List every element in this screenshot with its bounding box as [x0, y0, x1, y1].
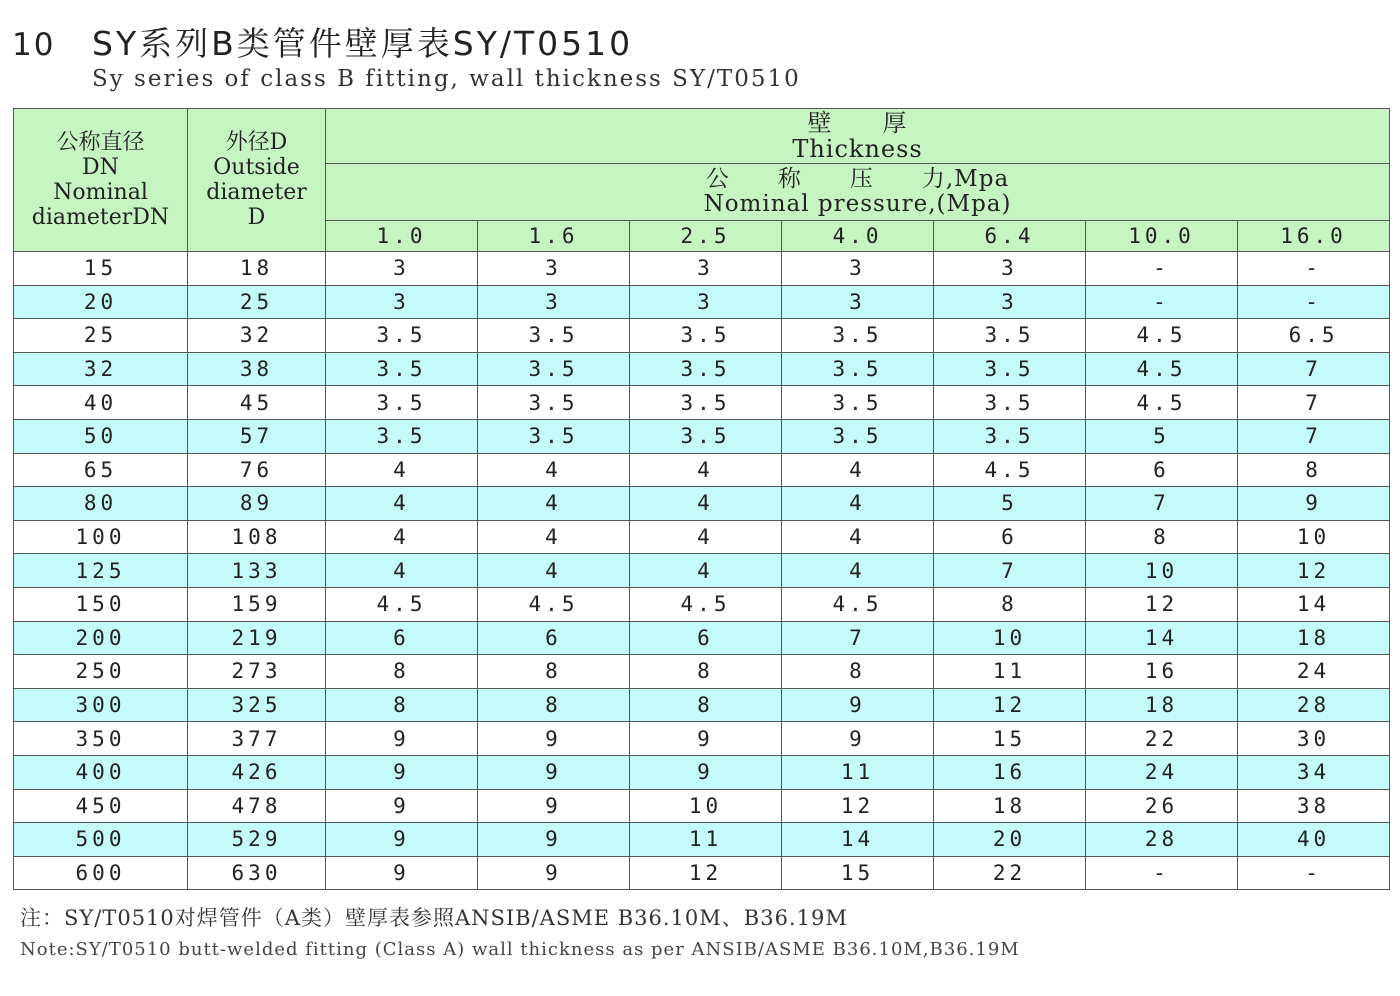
cell-od: 32 — [188, 319, 326, 353]
header-od-l1: Outside — [213, 155, 300, 180]
cell-thk-4-0: 14 — [782, 823, 934, 857]
cell-dn: 20 — [14, 285, 188, 319]
cell-thk-4-0: 3.5 — [782, 352, 934, 386]
cell-od: 325 — [188, 688, 326, 722]
cell-thk-1-6: 9 — [478, 823, 630, 857]
cell-thk-1-6: 3.5 — [478, 319, 630, 353]
header-nominal-diameter — [14, 109, 188, 252]
cell-od: 25 — [188, 285, 326, 319]
cell-thk-16-0: 6.5 — [1238, 319, 1390, 353]
cell-thk-10-0: - — [1086, 285, 1238, 319]
cell-thk-6-4: 3.5 — [934, 386, 1086, 420]
cell-thk-4-0: 4 — [782, 554, 934, 588]
cell-thk-16-0: 9 — [1238, 487, 1390, 521]
cell-dn: 25 — [14, 319, 188, 353]
cell-thk-10-0: 14 — [1086, 621, 1238, 655]
cell-dn: 350 — [14, 722, 188, 756]
cell-thk-2-5: 8 — [630, 655, 782, 689]
cell-thk-1-6: 9 — [478, 722, 630, 756]
table-header — [14, 109, 1390, 252]
pressure-class: 16.0 — [1238, 221, 1390, 252]
table-row — [14, 755, 1390, 789]
cell-od: 377 — [188, 722, 326, 756]
cell-thk-16-0: 34 — [1238, 755, 1390, 789]
cell-thk-2-5: 4 — [630, 453, 782, 487]
header-pressure-en: Nominal pressure,(Mpa) — [703, 191, 1012, 217]
cell-thk-2-5: 4 — [630, 554, 782, 588]
cell-thk-10-0: 28 — [1086, 823, 1238, 857]
cell-thk-4-0: 4 — [782, 453, 934, 487]
cell-thk-2-5: 3.5 — [630, 319, 782, 353]
cell-dn: 32 — [14, 352, 188, 386]
title-row — [12, 18, 633, 62]
cell-thk-4-0: 4.5 — [782, 587, 934, 621]
cell-thk-1-0: 4 — [326, 520, 478, 554]
cell-thk-10-0: 24 — [1086, 755, 1238, 789]
cell-thk-10-0: 7 — [1086, 487, 1238, 521]
cell-thk-10-0: 18 — [1086, 688, 1238, 722]
cell-thk-1-0: 4 — [326, 554, 478, 588]
cell-thk-10-0: 8 — [1086, 520, 1238, 554]
cell-thk-4-0: 3.5 — [782, 419, 934, 453]
note-english: Note:SY/T0510 butt-welded fitting (Class A) wall thickness as per ANSIB/ASME B36.10M,B36.19M — [20, 939, 1020, 960]
cell-thk-6-4: 18 — [934, 789, 1086, 823]
cell-thk-1-0: 9 — [326, 789, 478, 823]
table-row — [14, 554, 1390, 588]
cell-thk-16-0: 10 — [1238, 520, 1390, 554]
cell-dn: 65 — [14, 453, 188, 487]
header-od-cn: 外径D — [225, 130, 288, 155]
cell-dn: 40 — [14, 386, 188, 420]
cell-thk-6-4: 8 — [934, 587, 1086, 621]
header-od-l2: diameter — [206, 180, 307, 205]
cell-od: 57 — [188, 419, 326, 453]
cell-thk-6-4: 22 — [934, 856, 1086, 890]
cell-thk-2-5: 8 — [630, 688, 782, 722]
cell-od: 38 — [188, 352, 326, 386]
header-thickness-en: Thickness — [792, 135, 923, 163]
cell-od: 478 — [188, 789, 326, 823]
cell-thk-10-0: 4.5 — [1086, 319, 1238, 353]
cell-od: 159 — [188, 587, 326, 621]
cell-thk-1-0: 3 — [326, 252, 478, 286]
cell-thk-16-0: 12 — [1238, 554, 1390, 588]
cell-dn: 150 — [14, 587, 188, 621]
cell-thk-16-0: - — [1238, 285, 1390, 319]
cell-thk-4-0: 12 — [782, 789, 934, 823]
cell-thk-10-0: - — [1086, 252, 1238, 286]
cell-dn: 125 — [14, 554, 188, 588]
cell-od: 273 — [188, 655, 326, 689]
cell-thk-6-4: 11 — [934, 655, 1086, 689]
cell-od: 133 — [188, 554, 326, 588]
cell-thk-6-4: 20 — [934, 823, 1086, 857]
cell-thk-1-6: 4.5 — [478, 587, 630, 621]
cell-thk-1-6: 4 — [478, 487, 630, 521]
cell-thk-6-4: 4.5 — [934, 453, 1086, 487]
cell-thk-6-4: 16 — [934, 755, 1086, 789]
cell-thk-1-0: 3.5 — [326, 319, 478, 353]
cell-thk-16-0: 18 — [1238, 621, 1390, 655]
cell-thk-16-0: 14 — [1238, 587, 1390, 621]
cell-od: 108 — [188, 520, 326, 554]
pressure-class: 10.0 — [1086, 221, 1238, 252]
cell-thk-1-0: 3 — [326, 285, 478, 319]
cell-dn: 500 — [14, 823, 188, 857]
cell-thk-2-5: 3.5 — [630, 386, 782, 420]
cell-od: 76 — [188, 453, 326, 487]
cell-thk-2-5: 4 — [630, 520, 782, 554]
cell-thk-1-6: 4 — [478, 453, 630, 487]
wall-thickness-table — [13, 108, 1390, 890]
cell-thk-10-0: 4.5 — [1086, 386, 1238, 420]
cell-od: 426 — [188, 755, 326, 789]
cell-thk-10-0: 26 — [1086, 789, 1238, 823]
table-row — [14, 722, 1390, 756]
cell-dn: 80 — [14, 487, 188, 521]
cell-thk-4-0: 8 — [782, 655, 934, 689]
table-row — [14, 823, 1390, 857]
cell-dn: 50 — [14, 419, 188, 453]
cell-thk-1-6: 3 — [478, 252, 630, 286]
cell-dn: 450 — [14, 789, 188, 823]
cell-od: 529 — [188, 823, 326, 857]
cell-dn: 250 — [14, 655, 188, 689]
header-od-l3: D — [247, 205, 266, 230]
cell-thk-2-5: 10 — [630, 789, 782, 823]
table-row — [14, 386, 1390, 420]
cell-thk-1-0: 4.5 — [326, 587, 478, 621]
table-row — [14, 688, 1390, 722]
cell-thk-1-0: 9 — [326, 856, 478, 890]
cell-thk-1-6: 9 — [478, 789, 630, 823]
cell-od: 630 — [188, 856, 326, 890]
cell-thk-6-4: 5 — [934, 487, 1086, 521]
cell-thk-1-0: 8 — [326, 655, 478, 689]
cell-thk-10-0: 22 — [1086, 722, 1238, 756]
pressure-class: 1.0 — [326, 221, 478, 252]
cell-dn: 100 — [14, 520, 188, 554]
table-row — [14, 285, 1390, 319]
table-row — [14, 655, 1390, 689]
cell-thk-6-4: 3.5 — [934, 352, 1086, 386]
table-row — [14, 789, 1390, 823]
cell-thk-6-4: 3 — [934, 252, 1086, 286]
cell-thk-4-0: 3.5 — [782, 386, 934, 420]
cell-thk-1-0: 3.5 — [326, 352, 478, 386]
table-row — [14, 252, 1390, 286]
cell-thk-4-0: 15 — [782, 856, 934, 890]
cell-thk-2-5: 9 — [630, 722, 782, 756]
cell-thk-1-6: 8 — [478, 688, 630, 722]
cell-thk-10-0: 10 — [1086, 554, 1238, 588]
cell-thk-4-0: 4 — [782, 520, 934, 554]
section-number: 10 — [12, 27, 56, 63]
table-row — [14, 587, 1390, 621]
cell-thk-1-6: 4 — [478, 520, 630, 554]
header-dn-l1: DN — [82, 155, 119, 180]
table-row — [14, 621, 1390, 655]
cell-thk-10-0: 6 — [1086, 453, 1238, 487]
cell-thk-1-6: 3.5 — [478, 419, 630, 453]
table-row — [14, 419, 1390, 453]
cell-thk-4-0: 3 — [782, 285, 934, 319]
cell-thk-16-0: - — [1238, 252, 1390, 286]
cell-dn: 600 — [14, 856, 188, 890]
cell-dn: 400 — [14, 755, 188, 789]
cell-od: 45 — [188, 386, 326, 420]
cell-thk-2-5: 3 — [630, 285, 782, 319]
note-chinese: 注：SY/T0510对焊管件（A类）壁厚表参照ANSIB/ASME B36.10M、B36.19M — [20, 906, 848, 930]
cell-dn: 200 — [14, 621, 188, 655]
cell-thk-2-5: 3.5 — [630, 352, 782, 386]
cell-thk-6-4: 3.5 — [934, 319, 1086, 353]
header-dn-l2: Nominal — [53, 180, 148, 205]
page-title: SY系列B类管件壁厚表SY/T0510 — [92, 24, 634, 63]
cell-dn: 300 — [14, 688, 188, 722]
cell-thk-1-0: 8 — [326, 688, 478, 722]
cell-thk-1-0: 4 — [326, 453, 478, 487]
header-thickness — [326, 109, 1390, 164]
pressure-class: 1.6 — [478, 221, 630, 252]
cell-thk-1-6: 3 — [478, 285, 630, 319]
cell-od: 18 — [188, 252, 326, 286]
cell-thk-6-4: 7 — [934, 554, 1086, 588]
pressure-class: 4.0 — [782, 221, 934, 252]
table-body — [14, 252, 1390, 890]
cell-thk-16-0: 38 — [1238, 789, 1390, 823]
cell-od: 89 — [188, 487, 326, 521]
cell-thk-1-6: 3.5 — [478, 386, 630, 420]
cell-thk-2-5: 3.5 — [630, 419, 782, 453]
cell-thk-10-0: 12 — [1086, 587, 1238, 621]
header-dn-cn: 公称直径 — [56, 130, 145, 155]
cell-thk-1-0: 9 — [326, 755, 478, 789]
cell-thk-16-0: 30 — [1238, 722, 1390, 756]
cell-thk-16-0: 7 — [1238, 386, 1390, 420]
cell-thk-16-0: 24 — [1238, 655, 1390, 689]
cell-thk-2-5: 4.5 — [630, 587, 782, 621]
header-thickness-cn: 壁 厚 — [807, 109, 908, 137]
cell-thk-4-0: 9 — [782, 722, 934, 756]
cell-thk-16-0: 28 — [1238, 688, 1390, 722]
cell-thk-6-4: 6 — [934, 520, 1086, 554]
header-outside-diameter — [188, 109, 326, 252]
table-row — [14, 487, 1390, 521]
cell-thk-4-0: 3 — [782, 252, 934, 286]
cell-thk-4-0: 4 — [782, 487, 934, 521]
header-dn-l3: diameterDN — [31, 205, 170, 230]
cell-thk-2-5: 11 — [630, 823, 782, 857]
cell-thk-1-0: 4 — [326, 487, 478, 521]
cell-thk-6-4: 3 — [934, 285, 1086, 319]
cell-thk-1-0: 9 — [326, 722, 478, 756]
table-row — [14, 319, 1390, 353]
cell-thk-2-5: 3 — [630, 252, 782, 286]
header-nominal-pressure — [326, 164, 1390, 221]
table-row — [14, 453, 1390, 487]
cell-thk-16-0: 8 — [1238, 453, 1390, 487]
cell-thk-4-0: 9 — [782, 688, 934, 722]
cell-thk-1-0: 6 — [326, 621, 478, 655]
cell-thk-6-4: 3.5 — [934, 419, 1086, 453]
cell-thk-2-5: 6 — [630, 621, 782, 655]
cell-thk-2-5: 9 — [630, 755, 782, 789]
cell-thk-1-0: 9 — [326, 823, 478, 857]
cell-thk-16-0: 40 — [1238, 823, 1390, 857]
cell-dn: 15 — [14, 252, 188, 286]
cell-thk-10-0: 16 — [1086, 655, 1238, 689]
cell-thk-10-0: 4.5 — [1086, 352, 1238, 386]
cell-thk-1-0: 3.5 — [326, 386, 478, 420]
header-pressure-cn: 公 称 压 力,Mpa — [705, 166, 1010, 192]
cell-thk-4-0: 3.5 — [782, 319, 934, 353]
page-subtitle: Sy series of class B fitting, wall thickness SY/T0510 — [92, 66, 801, 92]
cell-thk-2-5: 12 — [630, 856, 782, 890]
cell-thk-4-0: 11 — [782, 755, 934, 789]
cell-thk-1-6: 3.5 — [478, 352, 630, 386]
pressure-class: 2.5 — [630, 221, 782, 252]
cell-thk-10-0: 5 — [1086, 419, 1238, 453]
cell-thk-1-6: 9 — [478, 856, 630, 890]
cell-thk-16-0: 7 — [1238, 419, 1390, 453]
cell-thk-4-0: 7 — [782, 621, 934, 655]
cell-thk-1-0: 3.5 — [326, 419, 478, 453]
cell-thk-1-6: 6 — [478, 621, 630, 655]
cell-thk-1-6: 4 — [478, 554, 630, 588]
cell-thk-10-0: - — [1086, 856, 1238, 890]
cell-thk-6-4: 12 — [934, 688, 1086, 722]
cell-thk-16-0: 7 — [1238, 352, 1390, 386]
cell-od: 219 — [188, 621, 326, 655]
cell-thk-6-4: 10 — [934, 621, 1086, 655]
pressure-class: 6.4 — [934, 221, 1086, 252]
cell-thk-2-5: 4 — [630, 487, 782, 521]
cell-thk-6-4: 15 — [934, 722, 1086, 756]
cell-thk-1-6: 8 — [478, 655, 630, 689]
cell-thk-1-6: 9 — [478, 755, 630, 789]
cell-thk-16-0: - — [1238, 856, 1390, 890]
table-row — [14, 856, 1390, 890]
table-row — [14, 520, 1390, 554]
table-row — [14, 352, 1390, 386]
